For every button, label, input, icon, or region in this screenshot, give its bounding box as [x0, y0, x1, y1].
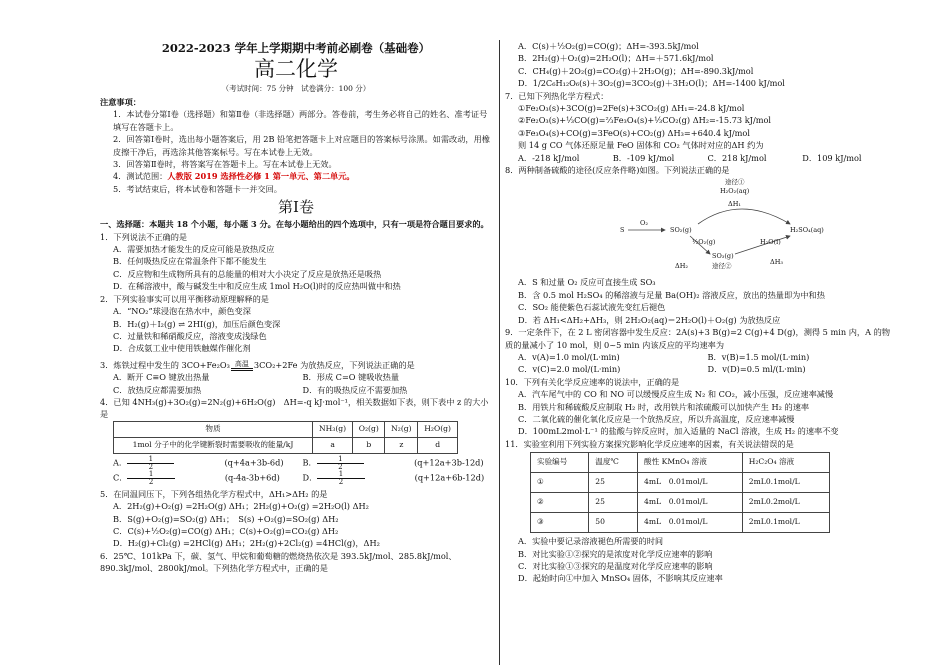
q9-option: C．v(C)=2.0 mol/(L·min)	[518, 364, 621, 375]
q7-option: C．218 kJ/mol	[707, 152, 767, 163]
right-column	[505, 0, 897, 585]
q1-option: A．需要加热才能发生的反应可能是放热反应	[113, 244, 275, 255]
q10-option: B．用铁片和稀硫酸反应制取 H₂ 时，改用铁片和浓硫酸可以加快产生 H₂ 的速率	[518, 401, 810, 412]
table-header-cell: NH₃(g)	[313, 421, 353, 437]
notice-item: 3．回答第Ⅱ卷时，将答案写在答题卡上。写在本试卷上无效。	[113, 159, 337, 170]
diagram-h2o: H₂O(l)	[760, 238, 781, 247]
q6-option: A．C(s)＋½O₂(g)=CO(g)；ΔH=-393.5kJ/mol	[518, 41, 699, 51]
q2-option: D．合成氨工业中使用铁触媒作催化剂	[113, 343, 251, 354]
q2-option: A．“NO₂”球浸泡在热水中，颜色变深	[113, 306, 251, 317]
table-header-cell: 温度℃	[589, 453, 638, 473]
q7-equation: ①Fe₂O₃(s)+3CO(g)=2Fe(s)+3CO₂(g) ΔH₁=-24.8 kJ/mol	[518, 103, 745, 114]
q4-option-c: C． $\frac{1}{2}$ (q-4a-3b+6d)	[113, 469, 280, 486]
table-cell: b	[353, 437, 385, 453]
diagram-so2: SO₂(g)	[670, 226, 692, 235]
q8-option: D．若 ΔH₁<ΔH₂+ΔH₃，则 2H₂O₂(aq)＝2H₂O(l)＋O₂(g) 为放热反应	[518, 314, 781, 325]
q3-option: B．形成 C=O 键吸收热量	[302, 372, 400, 383]
q11-stem: 11．实验室利用下列实验方案探究影响化学反应速率的因素，有关说法错误的是	[505, 438, 794, 449]
table-cell: 4mL 0.01mol/L	[638, 513, 743, 533]
q11-table	[530, 452, 830, 533]
q4-table	[113, 421, 458, 454]
table-cell: 4mL 0.01mol/L	[638, 473, 743, 493]
q11-option: D．起始时向①中加入 MnSO₄ 固体，不影响其反应速率	[518, 573, 723, 584]
q5-option: B．S(g)+O₂(g)=SO₂(g) ΔH₁； S(s) +O₂(g)=SO₂(g) ΔH₂	[113, 513, 339, 524]
q7-equation: ②Fe₂O₃(s)+⅓CO(g)=⅔Fe₃O₄(s)+⅓CO₂(g) ΔH₂=-15.73 kJ/mol	[518, 115, 772, 126]
table-cell: 25	[589, 493, 638, 513]
section-heading: 一、选择题：本题共 18 个小题，每小题 3 分。在每小题给出的四个选项中，只有一项是符合题目要求的。	[100, 219, 489, 230]
table-cell: z	[385, 437, 418, 453]
notice-item-range: 4．测试范围：人教版 2019 选择性必修 1 第一单元、第二单元。	[113, 171, 355, 182]
notice-heading: 注意事项：	[100, 97, 141, 107]
q8-stem: 8．两种制备硫酸的途径(反应条件略)如图。下列说法正确的是	[505, 165, 730, 176]
q1-option: C．反应物和生成物所具有的总能量的相对大小决定了反应是放热还是吸热	[113, 268, 382, 279]
column-divider	[499, 40, 500, 665]
q9-stem: 9．一定条件下，在 2 L 密闭容器中发生反应：2A(s)+3 B(g)=2 C(g)+4 D(g)，测得 5 min 内，A 的物质的量减小了 10 mol，则 0~5 min 内该反应的平均速率为	[505, 327, 891, 350]
q11-option: A．实验中要记录溶液褪色所需要的时间	[518, 536, 664, 547]
table-cell: ①	[531, 473, 589, 493]
q8-option: A．S 和过量 O₂ 反应可直接生成 SO₃	[518, 277, 656, 288]
q2-stem: 2．下列实验事实可以用平衡移动原理解释的是	[100, 293, 269, 304]
q2-option: C．过量铁和稀硝酸反应，溶液变成浅绿色	[113, 330, 267, 341]
table-cell: 1mol 分子中的化学键断裂时需要吸收的能量/kJ	[114, 437, 313, 453]
diagram-so3: SO₃(g)	[712, 252, 734, 261]
q6-option: B．2H₂(g)＋O₂(g)=2H₂O(l)；ΔH=＋571.6kJ/mol	[518, 53, 714, 64]
diagram-half-o2: ½O₂(g)	[692, 238, 716, 247]
q5-option: A．2H₂(g)+O₂(g) =2H₂O(g) ΔH₁；2H₂(g)+O₂(g) =2H₂O(l) ΔH₂	[113, 501, 369, 512]
table-header-cell: 实验编号	[531, 453, 589, 473]
diagram-dh3: ΔH₃	[770, 258, 783, 267]
q6-option: D．1/2C₆H₁₂O₆(s)＋3O₂(g)=3CO₂(g)＋3H₂O(l)；ΔH=-1400 kJ/mol	[518, 78, 785, 89]
diagram-s: S	[620, 226, 625, 235]
diagram-path2: 途径②	[712, 262, 732, 271]
table-cell: a	[313, 437, 353, 453]
diagram-dh1: ΔH₁	[728, 200, 741, 209]
table-cell: 25	[589, 473, 638, 493]
table-header-cell: H₂C₂O₄ 溶液	[742, 453, 829, 473]
q6-stem: 6．25℃、101kPa 下，碳、氢气、甲烷和葡萄糖的燃烧热依次是 393.5kJ/mol、285.8kJ/mol、890.3kJ/mol、2800kJ/mol。下列热化学方程式中，正确的是	[100, 550, 457, 574]
exam-meta: （考试时间：75 分钟 试卷满分：100 分）	[221, 84, 371, 93]
table-cell: 2mL0.2mol/L	[742, 493, 829, 513]
q10-stem: 10．下列有关化学反应速率的说法中，正确的是	[505, 376, 680, 387]
range-highlight: 人教版 2019 选择性必修 1 第一单元、第二单元。	[167, 171, 355, 182]
q7-stem: 7．已知下列热化学方程式：	[505, 90, 609, 101]
diagram-o2: O₂	[640, 219, 648, 228]
exam-subject: 高二化学	[254, 57, 338, 81]
q1-stem: 1．下列说法不正确的是	[100, 231, 188, 242]
notice-item: 2．回答第Ⅰ卷时，选出每小题答案后，用 2B 铅笔把答题卡上对应题目的答案标号涂黑。如需改动，用橡皮擦干净后，再选涂其他答案标号。写在本试卷上无效。	[113, 134, 490, 157]
table-cell: ③	[531, 513, 589, 533]
table-header-cell: 酸性 KMnO₄ 溶液	[638, 453, 743, 473]
condition-label: 高温	[234, 360, 249, 369]
q6-option: C．CH₄(g)＋2O₂(g)=CO₂(g)＋2H₂O(g)；ΔH=-890.3kJ/mol	[518, 65, 754, 76]
q9-option: B．v(B)=1.5 mol/(L·min)	[707, 351, 810, 362]
diagram-h2o2: H₂O₂(aq)	[720, 187, 750, 196]
q11-option: C．对比实验①③探究的是温度对化学反应速率的影响	[518, 560, 713, 571]
notice-item: 5．考试结束后，将本试卷和答题卡一并交回。	[113, 183, 282, 194]
table-cell: d	[418, 437, 458, 453]
q4-option-d: D． $\frac{1}{2}$ (q+12a+6b-12d)	[302, 469, 485, 486]
q4-stem: 4．已知 4NH₃(g)+3O₂(g)=2N₂(g)+6H₂O(g) ΔH=-q kJ·mol⁻¹，相关数据如下表，则下表中 z 的大小是	[100, 396, 489, 420]
q7-option: A．-218 kJ/mol	[518, 152, 580, 163]
q5-stem: 5．在同温同压下，下列各组热化学方程式中，ΔH₁>ΔH₂ 的是	[100, 488, 328, 499]
table-header-cell: 物质	[114, 421, 313, 437]
table-cell: ②	[531, 493, 589, 513]
table-cell: 4mL 0.01mol/L	[638, 493, 743, 513]
q3-option: D．有的吸热反应不需要加热	[302, 384, 408, 395]
q9-option: D．v(D)=0.5 ml/(L·min)	[707, 364, 806, 375]
q10-option: C．二氧化硫的催化氧化反应是一个放热反应，所以升高温度，反应速率减慢	[518, 413, 795, 424]
volume-heading: 第Ⅰ卷	[278, 198, 314, 217]
q11-option: B．对比实验①②探究的是浓度对化学反应速率的影响	[518, 548, 713, 559]
table-header-cell: H₂O(g)	[418, 421, 458, 437]
q10-option: D．100mL2mol·L⁻¹ 的盐酸与锌反应时，加入适量的 NaCl 溶液，生成 H₂ 的速率不变	[518, 426, 839, 437]
q4-option-b: B． $\frac{1}{2}$ (q+12a+3b-12d)	[302, 454, 484, 471]
table-cell: 2mL0.1mol/L	[742, 473, 829, 493]
diagram-path1: 途径①	[725, 178, 745, 187]
q5-option: D．H₂(g)+Cl₂(g) =2HCl(g) ΔH₁；2H₂(g)+2Cl₂(g) =4HCl(g)，ΔH₂	[113, 538, 380, 549]
table-cell: 2mL0.1mol/L	[742, 513, 829, 533]
left-column	[100, 0, 492, 575]
q7-option: D．109 kJ/mol	[802, 152, 862, 163]
q7-option: B．-109 kJ/mol	[612, 152, 675, 163]
diagram-dh2: ΔH₂	[675, 262, 688, 271]
table-header-cell: N₂(g)	[385, 421, 418, 437]
q8-option: C．SO₂ 能使紫色石蕊试液先变红后褪色	[518, 302, 666, 313]
q3-option: A．断开 C≡O 键放出热量	[113, 372, 210, 383]
q3-option: C．放热反应都需要加热	[113, 384, 202, 395]
diagram-h2so4: H₂SO₄(aq)	[790, 226, 824, 235]
q2-option: B．H₂(g)＋I₂(g) ⇌ 2HI(g)，加压后颜色变深	[113, 318, 281, 329]
table-header-cell: O₂(g)	[353, 421, 385, 437]
q7-equation: ③Fe₃O₄(s)+CO(g)=3FeO(s)+CO₂(g) ΔH₃=+640.4 kJ/mol	[518, 127, 750, 138]
notice-item: 1．本试卷分第Ⅰ卷（选择题）和第Ⅱ卷（非选择题）两部分。答卷前，考生务必将自己的姓名、准考证号填写在答题卡上。	[113, 109, 488, 132]
q8-option: B．含 0.5 mol H₂SO₄ 的稀溶液与足量 Ba(OH)₂ 溶液反应，放出的热量即为中和热	[518, 289, 825, 300]
q3-stem: 3．炼铁过程中发生的 3CO+Fe₂O₃ 高温 3CO₂+2Fe 为放热反应，下列说法正确的是	[100, 359, 415, 370]
q10-option: A．汽车尾气中的 CO 和 NO 可以缓慢反应生成 N₂ 和 CO₂，减小压强，反应速率减慢	[518, 389, 834, 400]
q7-ask: 则 14 g CO 气体还原足量 FeO 固体和 CO₂ 气体时对应的ΔH 约为	[518, 140, 764, 151]
sulfuric-acid-pathway-diagram	[620, 178, 850, 274]
q1-option: D．在稀溶液中，酸与碱发生中和反应生成 1mol H₂O(l)时的反应热叫做中和热	[113, 281, 401, 292]
q4-option-a: A． $\frac{1}{2}$ (q+4a+3b-6d)	[113, 454, 284, 471]
exam-title: 2022-2023 学年上学期期中考前必刷卷（基础卷）	[161, 41, 431, 55]
q1-option: B．任何吸热反应在常温条件下都不能发生	[113, 256, 267, 267]
q5-option: C．C(s)+½O₂(g)=CO(g) ΔH₁；C(s)+O₂(g)=CO₂(g) ΔH₂	[113, 525, 339, 536]
table-cell: 50	[589, 513, 638, 533]
q9-option: A．v(A)=1.0 mol/(L·min)	[518, 351, 620, 362]
